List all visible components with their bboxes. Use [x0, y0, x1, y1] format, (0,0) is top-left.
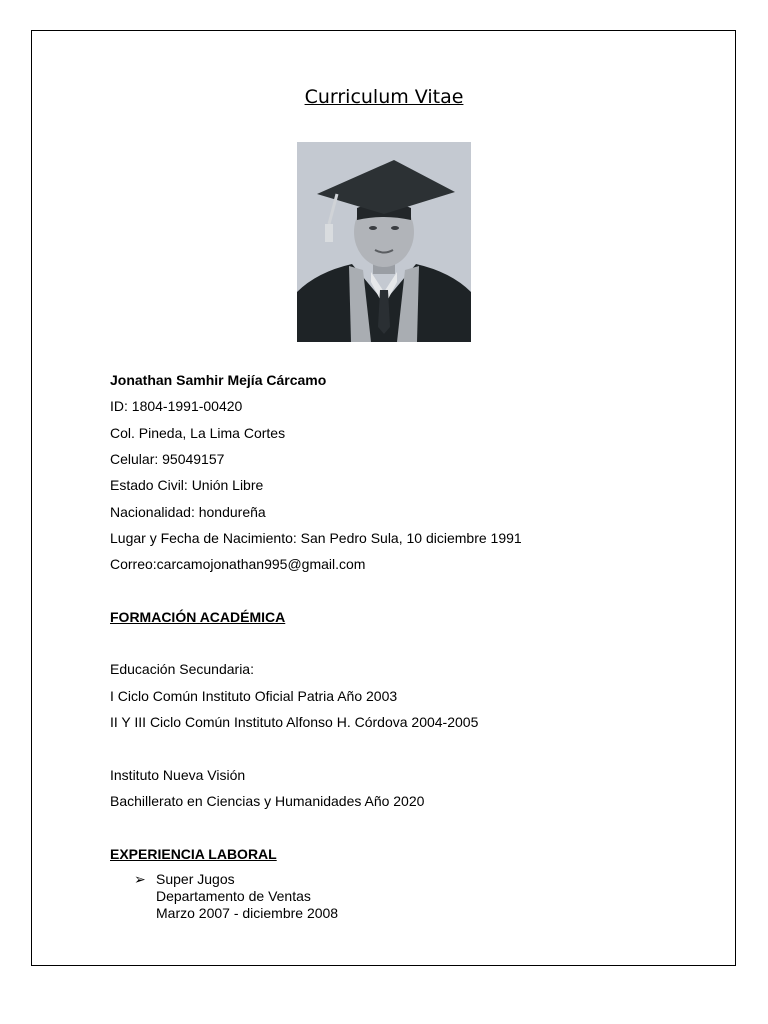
experience-department: Departamento de Ventas: [156, 888, 311, 904]
detail-nationality: Nacionalidad: hondureña: [110, 504, 266, 520]
detail-birth: Lugar y Fecha de Nacimiento: San Pedro Sula, 10 diciembre 1991: [110, 530, 522, 546]
graduation-photo: [297, 142, 471, 342]
experience-heading: EXPERIENCIA LABORAL: [110, 846, 277, 862]
education-line: I Ciclo Común Instituto Oficial Patria Año 2003: [110, 688, 398, 704]
detail-id: ID: 1804-1991-00420: [110, 398, 243, 414]
document-title: Curriculum Vitae: [304, 86, 464, 108]
education-line: II Y III Ciclo Común Instituto Alfonso H. Córdova 2004-2005: [110, 714, 479, 730]
education-line: Educación Secundaria:: [110, 661, 254, 677]
education-line: Instituto Nueva Visión: [110, 767, 246, 783]
education-line: Bachillerato en Ciencias y Humanidades Año 2020: [110, 793, 425, 809]
experience-company: Super Jugos: [156, 871, 235, 887]
detail-address: Col. Pineda, La Lima Cortes: [110, 425, 286, 441]
detail-email: Correo:carcamojonathan995@gmail.com: [110, 556, 366, 572]
arrow-bullet-icon: ➢: [134, 871, 146, 887]
education-heading: FORMACIÓN ACADÉMICA: [110, 609, 286, 625]
detail-phone: Celular: 95049157: [110, 451, 225, 467]
candidate-name: Jonathan Samhir Mejía Cárcamo: [110, 372, 327, 388]
experience-period: Marzo 2007 - diciembre 2008: [156, 905, 339, 921]
detail-civil-status: Estado Civil: Unión Libre: [110, 477, 264, 493]
